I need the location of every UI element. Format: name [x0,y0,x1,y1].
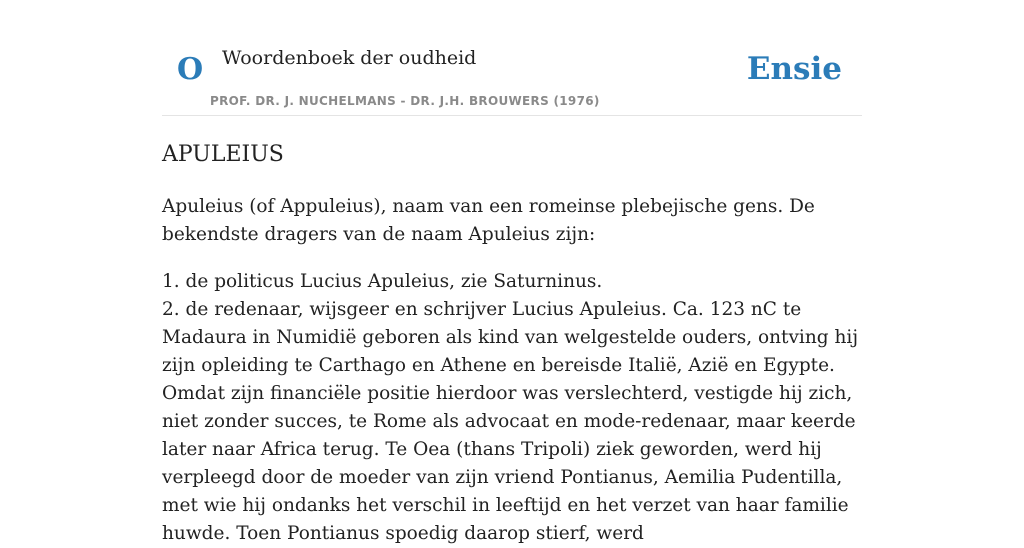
entry-item-2: 2. de redenaar, wijsgeer en schrijver Lucius Apuleius. Ca. 123 nC te Madaura in Numidië geboren als kind van welgestelde ouders, ontving hij zijn opleiding te Carthago en Athene en bereisde Italië, Azië en Egypte. Omdat zijn financiële positie hierdoor was verslechterd, vestigde hij zich, niet zonder succes, te Rome als advocaat en mode-redenaar, maar keerde later naar Africa terug. Te Oea (thans Tripoli) ziek geworden, werd hij verpleegd door de moeder van zijn vriend Pontianus, Aemilia Pudentilla, met wie hij ondanks het verschil in leeftijd en het verzet van haar familie huwde. Toen Pontianus spoedig daarop stierf, werd [162,299,859,544]
header [162,30,862,116]
entry-item-1: 1. de politicus Lucius Apuleius, zie Saturninus. [162,271,603,292]
article [162,140,862,548]
dictionary-logo[interactable]: O [177,52,204,87]
entry-title: APULEIUS [162,142,284,167]
entry-list [162,268,862,548]
entry-intro: Apuleius (of Appuleius), naam van een romeinse plebejische gens. De bekendste dragers van de naam Apuleius zijn: [162,196,815,245]
dictionary-title[interactable]: Woordenboek der oudheid [222,47,477,69]
ensie-logo[interactable]: Ensie [746,51,842,87]
dictionary-authors: PROF. DR. J. NUCHELMANS - DR. J.H. BROUWERS (1976) [210,94,600,108]
